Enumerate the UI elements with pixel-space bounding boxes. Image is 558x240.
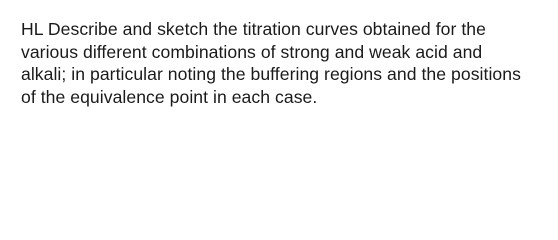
question-line: HL Describe and sketch the titration curves obtained for the [21,19,486,39]
question-line: alkali; in particular noting the buffering regions and the positions [21,64,521,84]
question-line: various different combinations of strong and weak acid and [21,41,483,62]
question-line: of the equivalence point in each case. [21,86,318,107]
question-text [21,18,551,108]
